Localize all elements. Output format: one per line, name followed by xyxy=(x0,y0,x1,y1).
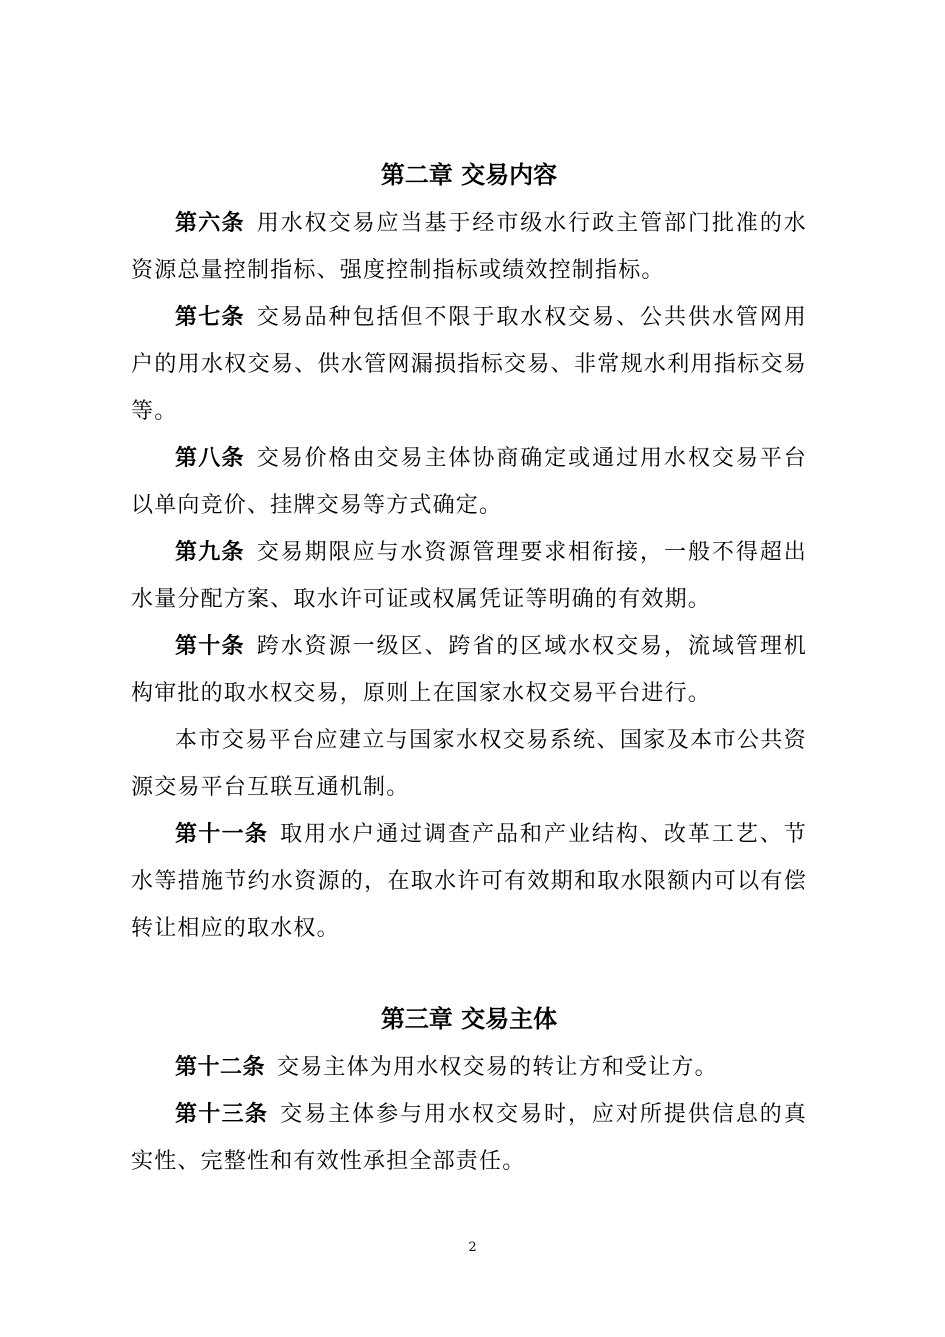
article-text: 用水权交易应当基于经市级水行政主管部门批准的水资源总量控制指标、强度控制指标或绩效控制指标。 xyxy=(131,211,807,283)
chapter-2-section xyxy=(131,150,807,952)
article-13 xyxy=(131,1091,807,1185)
article-text: 交易价格由交易主体协商确定或通过用水权交易平台以单向竞价、挂牌交易等方式确定。 xyxy=(131,446,807,518)
paragraph-text: 本市交易平台应建立与国家水权交易系统、国家及本市公共资源交易平台互联互通机制。 xyxy=(131,728,807,800)
article-text: 交易主体参与用水权交易时，应对所提供信息的真实性、完整性和有效性承担全部责任。 xyxy=(131,1102,807,1174)
article-8 xyxy=(131,435,807,529)
article-label: 第九条 xyxy=(175,540,245,565)
article-text: 交易主体为用水权交易的转让方和受让方。 xyxy=(277,1055,718,1080)
chapter-title: 第三章 交易主体 xyxy=(380,1005,558,1033)
article-text: 交易品种包括但不限于取水权交易、公共供水管网用户的用水权交易、供水管网漏损指标交易、非常规水利用指标交易等。 xyxy=(131,305,807,424)
page-number: 2 xyxy=(468,1240,477,1255)
article-label: 第七条 xyxy=(175,305,245,330)
article-label: 第十三条 xyxy=(175,1102,269,1127)
article-11 xyxy=(131,811,807,952)
article-6 xyxy=(131,200,807,294)
article-label: 第八条 xyxy=(175,446,245,471)
article-10-continuation xyxy=(131,717,807,811)
article-12 xyxy=(131,1044,807,1091)
article-label: 第十一条 xyxy=(175,822,269,847)
document-body xyxy=(131,150,807,1185)
chapter-3-section xyxy=(131,994,807,1185)
article-7 xyxy=(131,294,807,435)
article-label: 第十条 xyxy=(175,634,245,659)
article-10 xyxy=(131,623,807,717)
chapter-title: 第二章 交易内容 xyxy=(380,161,558,189)
article-text: 交易期限应与水资源管理要求相衔接，一般不得超出水量分配方案、取水许可证或权属凭证等明确的有效期。 xyxy=(131,540,807,612)
article-9 xyxy=(131,529,807,623)
article-label: 第六条 xyxy=(175,211,245,236)
article-label: 第十二条 xyxy=(175,1055,266,1080)
article-text: 取用水户通过调查产品和产业结构、改革工艺、节水等措施节约水资源的，在取水许可有效期和取水限额内可以有偿转让相应的取水权。 xyxy=(131,822,807,941)
article-text: 跨水资源一级区、跨省的区域水权交易，流域管理机构审批的取水权交易，原则上在国家水权交易平台进行。 xyxy=(131,634,807,706)
